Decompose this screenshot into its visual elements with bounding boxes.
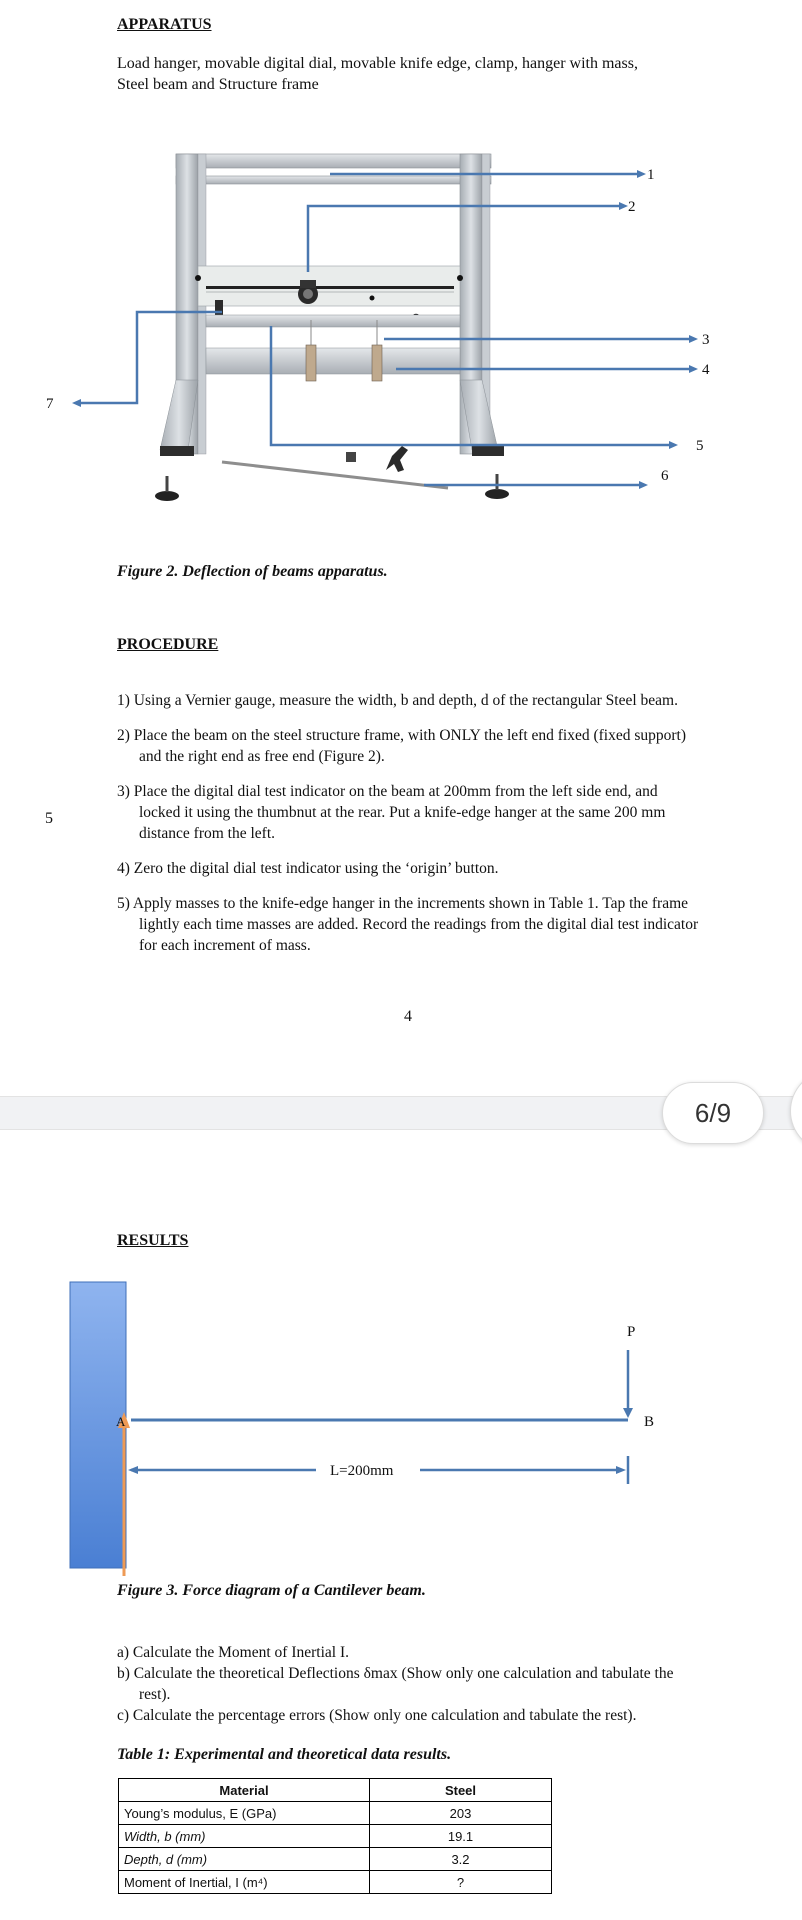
figure-label-3: 3: [702, 332, 710, 348]
procedure-step: 1) Using a Vernier gauge, measure the width, b and depth, d of the rectangular Steel beam.: [117, 692, 678, 709]
apparatus-text-line-2: Steel beam and Structure frame: [117, 76, 319, 93]
apparatus-heading: APPARATUS: [117, 16, 212, 33]
table-row: [119, 1848, 552, 1871]
cantilever-diagram: [0, 1270, 802, 1580]
figure-label-2: 2: [628, 199, 636, 215]
procedure-step: 2) Place the beam on the steel structure frame, with ONLY the left end fixed (fixed support) and the right end as free end (Figure 2).: [117, 727, 687, 765]
table-row: [119, 1825, 552, 1848]
figure3-caption: Figure 3. Force diagram of a Cantilever beam.: [117, 1582, 426, 1599]
table-row: [119, 1871, 552, 1894]
cell-value: 3.2: [370, 1848, 552, 1871]
right-foot: [472, 446, 504, 456]
cell-value: ?: [370, 1871, 552, 1894]
table-caption: Table 1: Experimental and theoretical data results.: [117, 1746, 452, 1763]
figure-label-4: 4: [702, 362, 710, 378]
cell-value: 19.1: [370, 1825, 552, 1848]
figure2-caption: Figure 2. Deflection of beams apparatus.: [117, 563, 388, 580]
margin-number: 5: [45, 810, 53, 827]
cell-value: 203: [370, 1802, 552, 1825]
next-page-button[interactable]: [790, 1070, 802, 1152]
apparatus-figure: [0, 140, 802, 520]
procedure-step: 3) Place the digital dial test indicator on the beam at 200mm from the left side end, and locked it using the thumbnut at the rear. Put a knife-edge hanger at the same 200 mm distance from the left.: [117, 783, 666, 842]
label-b: B: [644, 1414, 655, 1430]
task-item: a) Calculate the Moment of Inertial I.: [117, 1644, 349, 1661]
table-row: [119, 1802, 552, 1825]
procedure-heading: PROCEDURE: [117, 636, 219, 653]
results-table: [118, 1778, 552, 1894]
result-tasks: [117, 1642, 702, 1726]
frame-top-rail: [176, 154, 491, 168]
left-leveling-foot: [155, 491, 179, 501]
procedure-step: 4) Zero the digital dial test indicator using the ‘origin’ button.: [117, 860, 499, 877]
label-length: L=200mm: [330, 1463, 394, 1479]
frame-top-rail-lower: [176, 176, 491, 184]
cell-label: Depth, d (mm): [119, 1848, 370, 1871]
figure-label-7: 7: [46, 396, 54, 412]
figure-label-1: 1: [647, 167, 655, 183]
hanger-with-mass-2: [372, 345, 382, 381]
procedure-step: 5) Apply masses to the knife-edge hanger in the increments shown in Table 1. Tap the frame lightly each time masses are added. Record the readings from the digital dial test indicator for each increment of mass.: [117, 895, 699, 954]
procedure-steps: [117, 690, 702, 956]
loose-hanger: [346, 452, 356, 462]
loose-clamp: [386, 446, 408, 472]
figure-label-6: 6: [661, 468, 669, 484]
steel-beam: [206, 286, 454, 289]
table-header-row: [119, 1779, 552, 1802]
apparatus-text-line-1: Load hanger, movable digital dial, movable knife edge, clamp, hanger with mass,: [117, 55, 638, 72]
page-indicator[interactable]: 6/9: [662, 1082, 764, 1144]
label-p: P: [627, 1324, 636, 1340]
task-item: c) Calculate the percentage errors (Show only one calculation and tabulate the rest).: [117, 1707, 637, 1724]
results-heading: RESULTS: [117, 1232, 189, 1249]
task-item: b) Calculate the theoretical Deflections δmax (Show only one calculation and tabulate the rest).: [117, 1665, 674, 1703]
hanger-with-mass-1: [306, 345, 316, 381]
loose-steel-beam: [222, 462, 448, 488]
label-a: A: [116, 1414, 126, 1429]
left-foot: [160, 446, 194, 456]
cell-label: Young’s modulus, E (GPa): [119, 1802, 370, 1825]
header-steel: Steel: [370, 1779, 552, 1802]
page-number: 4: [404, 1008, 412, 1025]
figure-label-5: 5: [696, 438, 704, 454]
right-leveling-foot: [485, 489, 509, 499]
apparatus-text: [117, 53, 757, 95]
header-material: Material: [119, 1779, 370, 1802]
cell-label: Width, b (mm): [119, 1825, 370, 1848]
cell-label: Moment of Inertial, I (m⁴): [119, 1871, 370, 1894]
